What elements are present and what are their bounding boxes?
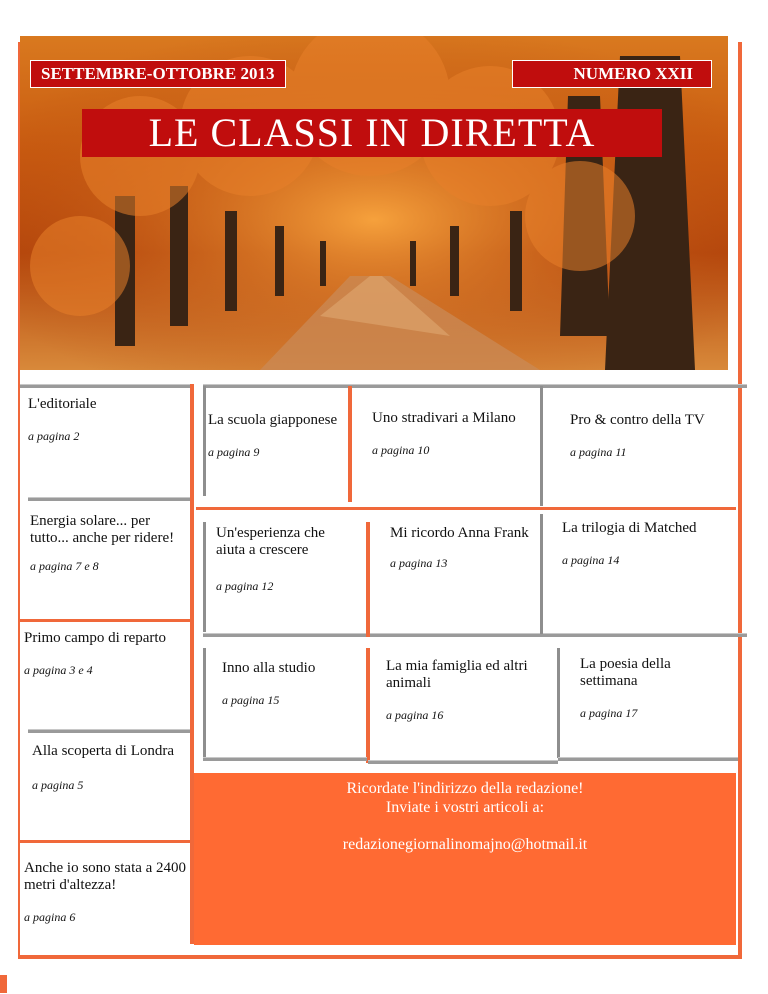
toc-item-page: a pagina 16 — [386, 708, 444, 722]
toc-item-title: Anche io sono stata a 2400 metri d'altezza! — [24, 860, 187, 893]
divider — [558, 757, 738, 761]
divider — [20, 619, 194, 622]
divider — [20, 840, 194, 843]
notice-line: Ricordate l'indirizzo della redazione! — [346, 780, 584, 797]
issue-date-badge: SETTEMBRE-OTTOBRE 2013 — [30, 60, 286, 88]
toc-item-title: Primo campo di reparto — [24, 630, 167, 646]
toc-item-editoriale[interactable] — [28, 396, 188, 444]
toc-item-inno-studio[interactable] — [222, 660, 362, 708]
column-separator — [203, 648, 206, 758]
column-separator — [203, 522, 206, 632]
notice-line: Inviate i vostri articoli a: — [385, 799, 545, 816]
column-separator — [366, 648, 370, 763]
toc-item-page: a pagina 7 e 8 — [30, 559, 99, 573]
editorial-notice — [194, 773, 736, 945]
corner-mark — [0, 975, 7, 993]
toc-item-title: Pro & contro della TV — [570, 412, 705, 428]
divider — [203, 633, 747, 637]
divider — [28, 729, 192, 733]
toc-item-title: Un'esperienza che aiuta a crescere — [216, 525, 325, 558]
column-separator — [540, 386, 543, 506]
toc-item-page: a pagina 10 — [372, 443, 430, 457]
toc-item-page: a pagina 12 — [216, 579, 274, 593]
divider — [368, 760, 558, 764]
toc-item-anna-frank[interactable] — [390, 525, 535, 571]
toc-item-page: a pagina 5 — [32, 778, 84, 792]
column-separator — [366, 522, 370, 637]
toc-item-page: a pagina 9 — [208, 445, 260, 459]
toc-item-title: Alla scoperta di Londra — [32, 743, 175, 759]
issue-number-badge: NUMERO XXII — [512, 60, 712, 88]
toc-item-title: Inno alla studio — [222, 660, 316, 676]
divider — [28, 497, 192, 501]
toc-item-title: La scuola giapponese — [208, 412, 338, 428]
toc-item-pro-contro-tv[interactable] — [570, 412, 735, 460]
toc-item-2400-metri[interactable] — [24, 860, 189, 925]
toc-item-page: a pagina 3 e 4 — [24, 663, 93, 677]
newspaper-title: LE CLASSI IN DIRETTA — [82, 109, 662, 157]
email-link[interactable]: redazionegiornalinomajno@hotmail.it — [342, 836, 588, 853]
toc-item-matched[interactable] — [562, 520, 732, 568]
toc-item-title: Mi ricordo Anna Frank — [390, 525, 529, 541]
divider — [203, 384, 747, 388]
toc-item-stradivari[interactable] — [372, 410, 537, 458]
toc-item-title: La poesia della settimana — [580, 656, 671, 689]
toc-item-poesia[interactable] — [580, 656, 730, 721]
column-separator — [348, 386, 352, 502]
toc-item-page: a pagina 13 — [390, 556, 448, 570]
toc-item-page: a pagina 2 — [28, 429, 80, 443]
toc-item-famiglia-animali[interactable] — [386, 658, 551, 723]
column-separator — [557, 648, 560, 758]
toc-item-page: a pagina 15 — [222, 693, 280, 707]
toc-item-scuola-giapponese[interactable] — [208, 412, 348, 460]
divider — [203, 757, 367, 761]
toc-item-page: a pagina 17 — [580, 706, 638, 720]
toc-item-title: Uno stradivari a Milano — [372, 410, 516, 426]
divider — [20, 384, 192, 388]
toc-item-esperienza[interactable] — [216, 525, 356, 594]
toc-item-page: a pagina 11 — [570, 445, 627, 459]
toc-item-title: La mia famiglia ed altri animali — [386, 658, 528, 691]
toc-item-energia-solare[interactable] — [30, 513, 192, 574]
toc-item-title: La trilogia di Matched — [562, 520, 697, 536]
column-separator — [203, 386, 206, 496]
toc-item-campo-reparto[interactable] — [24, 630, 194, 678]
column-separator — [540, 514, 543, 634]
toc-item-page: a pagina 14 — [562, 553, 620, 567]
divider — [196, 507, 736, 510]
toc-item-londra[interactable] — [32, 743, 182, 793]
toc-item-title: Energia solare... per tutto... anche per ridere! — [30, 513, 175, 546]
toc-item-title: L'editoriale — [28, 396, 97, 412]
toc-item-page: a pagina 6 — [24, 910, 76, 924]
